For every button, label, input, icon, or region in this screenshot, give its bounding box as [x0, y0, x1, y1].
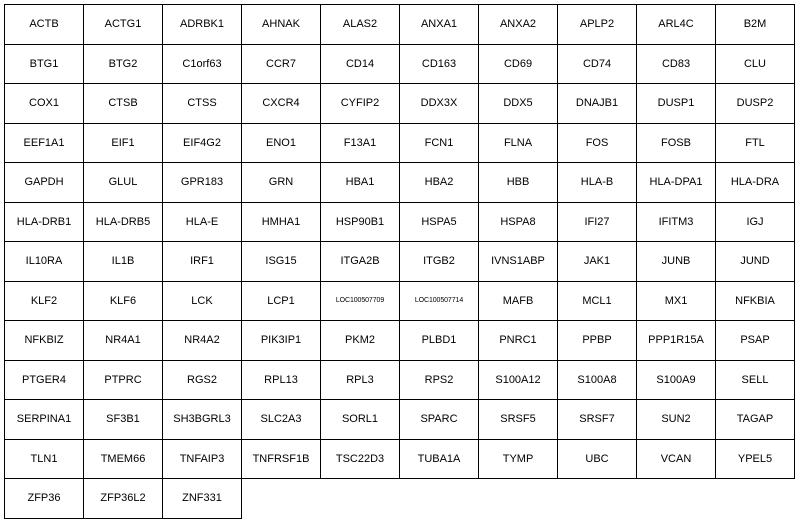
gene-cell[interactable]: SUN2 — [637, 400, 716, 440]
gene-cell[interactable]: BTG2 — [84, 45, 163, 85]
gene-cell[interactable]: ITGB2 — [400, 242, 479, 282]
gene-cell[interactable]: IVNS1ABP — [479, 242, 558, 282]
gene-cell[interactable]: HBA2 — [400, 163, 479, 203]
gene-cell[interactable]: EEF1A1 — [5, 124, 84, 164]
gene-cell[interactable]: FLNA — [479, 124, 558, 164]
gene-cell[interactable]: ADRBK1 — [163, 5, 242, 45]
gene-cell[interactable]: B2M — [716, 5, 795, 45]
gene-cell[interactable]: NR4A2 — [163, 321, 242, 361]
gene-cell[interactable]: GAPDH — [5, 163, 84, 203]
gene-cell[interactable]: TSC22D3 — [321, 440, 400, 480]
gene-cell[interactable]: JUND — [716, 242, 795, 282]
gene-cell[interactable]: IGJ — [716, 203, 795, 243]
gene-cell[interactable]: F13A1 — [321, 124, 400, 164]
gene-cell[interactable]: COX1 — [5, 84, 84, 124]
gene-cell[interactable]: YPEL5 — [716, 440, 795, 480]
gene-cell[interactable]: HMHA1 — [242, 203, 321, 243]
gene-cell[interactable]: HLA-DRB1 — [5, 203, 84, 243]
gene-cell[interactable]: VCAN — [637, 440, 716, 480]
gene-cell[interactable]: SPARC — [400, 400, 479, 440]
gene-cell[interactable]: IFI27 — [558, 203, 637, 243]
gene-cell[interactable]: NFKBIA — [716, 282, 795, 322]
gene-cell[interactable]: FTL — [716, 124, 795, 164]
gene-cell[interactable]: CXCR4 — [242, 84, 321, 124]
gene-cell[interactable]: IL10RA — [5, 242, 84, 282]
gene-cell[interactable]: UBC — [558, 440, 637, 480]
gene-cell[interactable]: FCN1 — [400, 124, 479, 164]
gene-cell[interactable]: ACTB — [5, 5, 84, 45]
gene-cell[interactable]: CLU — [716, 45, 795, 85]
gene-cell[interactable]: ISG15 — [242, 242, 321, 282]
gene-cell[interactable]: HLA-B — [558, 163, 637, 203]
gene-cell[interactable]: JUNB — [637, 242, 716, 282]
gene-cell[interactable]: CD14 — [321, 45, 400, 85]
gene-cell[interactable]: NR4A1 — [84, 321, 163, 361]
gene-cell[interactable]: TMEM66 — [84, 440, 163, 480]
gene-cell[interactable]: IL1B — [84, 242, 163, 282]
gene-cell[interactable]: RPS2 — [400, 361, 479, 401]
gene-cell[interactable]: DNAJB1 — [558, 84, 637, 124]
gene-cell[interactable]: TNFAIP3 — [163, 440, 242, 480]
gene-cell[interactable]: CCR7 — [242, 45, 321, 85]
gene-cell[interactable]: S100A9 — [637, 361, 716, 401]
gene-cell[interactable]: JAK1 — [558, 242, 637, 282]
gene-cell[interactable]: DDX3X — [400, 84, 479, 124]
gene-cell[interactable]: HLA-DRB5 — [84, 203, 163, 243]
gene-cell[interactable]: IFITM3 — [637, 203, 716, 243]
gene-cell[interactable]: HLA-DPA1 — [637, 163, 716, 203]
gene-cell[interactable]: RPL13 — [242, 361, 321, 401]
gene-cell[interactable]: SORL1 — [321, 400, 400, 440]
gene-cell[interactable]: GPR183 — [163, 163, 242, 203]
gene-cell[interactable]: GLUL — [84, 163, 163, 203]
gene-cell[interactable]: EIF1 — [84, 124, 163, 164]
gene-cell[interactable]: RGS2 — [163, 361, 242, 401]
gene-cell[interactable]: APLP2 — [558, 5, 637, 45]
gene-cell[interactable]: KLF2 — [5, 282, 84, 322]
gene-cell[interactable]: ARL4C — [637, 5, 716, 45]
gene-cell[interactable]: LOC100507714 — [400, 282, 479, 322]
gene-cell[interactable]: PTGER4 — [5, 361, 84, 401]
gene-cell[interactable]: TUBA1A — [400, 440, 479, 480]
gene-grid — [4, 4, 795, 519]
gene-cell[interactable]: MAFB — [479, 282, 558, 322]
gene-cell[interactable]: ZFP36L2 — [84, 479, 163, 519]
gene-cell[interactable]: KLF6 — [84, 282, 163, 322]
gene-cell[interactable]: HSP90B1 — [321, 203, 400, 243]
gene-cell[interactable]: MCL1 — [558, 282, 637, 322]
gene-cell[interactable]: ZFP36 — [5, 479, 84, 519]
gene-cell[interactable]: PLBD1 — [400, 321, 479, 361]
gene-cell[interactable]: TLN1 — [5, 440, 84, 480]
gene-cell[interactable]: IRF1 — [163, 242, 242, 282]
gene-cell[interactable]: PPP1R15A — [637, 321, 716, 361]
gene-cell[interactable]: C1orf63 — [163, 45, 242, 85]
gene-cell[interactable]: RPL3 — [321, 361, 400, 401]
gene-cell[interactable]: DDX5 — [479, 84, 558, 124]
gene-cell[interactable]: CTSS — [163, 84, 242, 124]
gene-cell[interactable]: CTSB — [84, 84, 163, 124]
gene-cell[interactable]: LOC100507709 — [321, 282, 400, 322]
gene-cell[interactable]: LCP1 — [242, 282, 321, 322]
gene-cell[interactable]: ANXA2 — [479, 5, 558, 45]
gene-cell[interactable]: SLC2A3 — [242, 400, 321, 440]
gene-cell[interactable]: PPBP — [558, 321, 637, 361]
gene-cell[interactable]: LCK — [163, 282, 242, 322]
gene-cell[interactable]: SERPINA1 — [5, 400, 84, 440]
gene-cell[interactable]: ACTG1 — [84, 5, 163, 45]
gene-cell[interactable]: TNFRSF1B — [242, 440, 321, 480]
gene-cell[interactable]: FOSB — [637, 124, 716, 164]
gene-cell[interactable]: EIF4G2 — [163, 124, 242, 164]
gene-cell[interactable]: S100A8 — [558, 361, 637, 401]
gene-cell[interactable]: FOS — [558, 124, 637, 164]
gene-cell[interactable]: CD74 — [558, 45, 637, 85]
gene-cell[interactable]: ITGA2B — [321, 242, 400, 282]
gene-cell[interactable]: PIK3IP1 — [242, 321, 321, 361]
gene-cell[interactable]: PNRC1 — [479, 321, 558, 361]
gene-cell[interactable]: MX1 — [637, 282, 716, 322]
gene-cell[interactable]: CD69 — [479, 45, 558, 85]
gene-cell[interactable]: TYMP — [479, 440, 558, 480]
gene-cell[interactable]: CD83 — [637, 45, 716, 85]
gene-cell[interactable]: TAGAP — [716, 400, 795, 440]
gene-cell[interactable]: ANXA1 — [400, 5, 479, 45]
gene-cell[interactable]: S100A12 — [479, 361, 558, 401]
gene-cell[interactable]: SF3B1 — [84, 400, 163, 440]
gene-cell[interactable]: SRSF7 — [558, 400, 637, 440]
gene-cell[interactable]: HLA-DRA — [716, 163, 795, 203]
gene-cell[interactable]: BTG1 — [5, 45, 84, 85]
gene-cell[interactable]: SH3BGRL3 — [163, 400, 242, 440]
gene-cell[interactable]: HSPA5 — [400, 203, 479, 243]
gene-cell[interactable]: CD163 — [400, 45, 479, 85]
gene-cell[interactable]: ZNF331 — [163, 479, 242, 519]
gene-cell[interactable]: ALAS2 — [321, 5, 400, 45]
gene-cell[interactable]: AHNAK — [242, 5, 321, 45]
gene-cell[interactable]: HBA1 — [321, 163, 400, 203]
gene-cell[interactable]: DUSP2 — [716, 84, 795, 124]
gene-cell[interactable]: HBB — [479, 163, 558, 203]
gene-cell[interactable]: ENO1 — [242, 124, 321, 164]
gene-cell[interactable]: PTPRC — [84, 361, 163, 401]
gene-cell[interactable]: PSAP — [716, 321, 795, 361]
gene-cell[interactable]: HLA-E — [163, 203, 242, 243]
gene-cell[interactable]: PKM2 — [321, 321, 400, 361]
gene-cell[interactable]: NFKBIZ — [5, 321, 84, 361]
gene-cell[interactable]: GRN — [242, 163, 321, 203]
gene-cell[interactable]: CYFIP2 — [321, 84, 400, 124]
gene-cell[interactable]: DUSP1 — [637, 84, 716, 124]
gene-cell[interactable]: HSPA8 — [479, 203, 558, 243]
gene-cell[interactable]: SELL — [716, 361, 795, 401]
gene-cell[interactable]: SRSF5 — [479, 400, 558, 440]
